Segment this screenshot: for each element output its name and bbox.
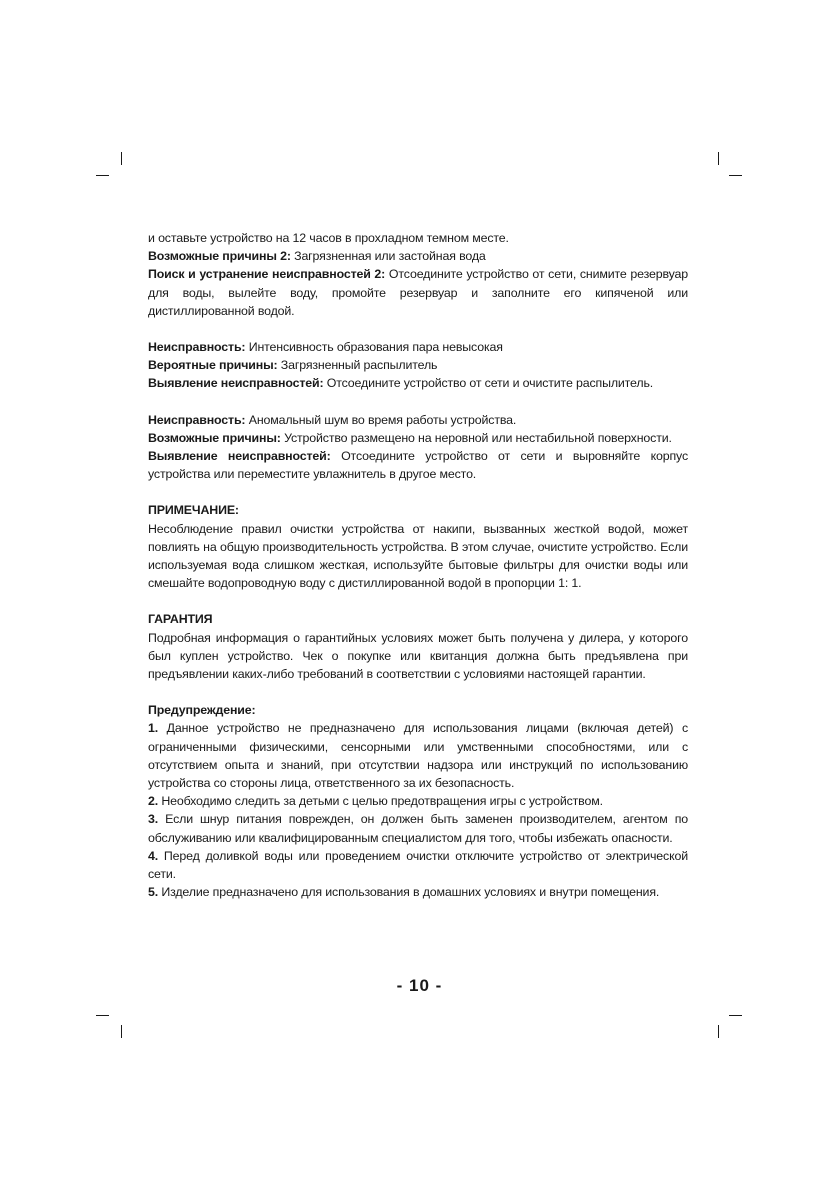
noise-fix-label: Выявление неисправностей: bbox=[148, 449, 331, 464]
warning-heading-text: Предупреждение: bbox=[148, 703, 256, 718]
steam-fix-label: Выявление неисправностей: bbox=[148, 376, 324, 391]
steam-causes-paragraph bbox=[148, 356, 688, 374]
intro-line: и оставьте устройство на 12 часов в прохладном темном месте. bbox=[148, 231, 509, 245]
steam-fix-text: Отсоедините устройство от сети и очистите распылитель. bbox=[323, 376, 654, 391]
warning-item-number: 1. bbox=[148, 721, 159, 736]
noise-causes-text: Устройство размещено на неровной или нестабильной поверхности. bbox=[280, 430, 672, 445]
warning-item-5 bbox=[148, 883, 688, 901]
spacer bbox=[148, 592, 688, 610]
crop-mark-top-left-vertical bbox=[121, 152, 122, 165]
crop-mark-bottom-left-horizontal bbox=[96, 1015, 109, 1016]
warning-item-number: 5. bbox=[148, 885, 159, 900]
crop-mark-bottom-right-vertical bbox=[718, 1025, 719, 1038]
steam-fault-text: Интенсивность образования пара невысокая bbox=[245, 340, 503, 355]
steam-causes-label: Вероятные причины: bbox=[148, 358, 278, 373]
warranty-heading-text: ГАРАНТИЯ bbox=[148, 612, 213, 627]
spacer bbox=[148, 320, 688, 338]
crop-mark-top-left-horizontal bbox=[96, 175, 109, 176]
page-number: - 10 - bbox=[396, 976, 443, 995]
fix-2-text: Отсоедините устройство от сети, снимите резервуар для воды, вылейте воду, промойте резервуар и заполните его кипяченой или дистиллированной водой. bbox=[148, 267, 689, 318]
spacer bbox=[148, 683, 688, 701]
noise-fix-paragraph bbox=[148, 447, 688, 483]
fix-2-paragraph bbox=[148, 265, 688, 320]
warning-heading bbox=[148, 701, 688, 719]
warranty-heading bbox=[148, 610, 688, 628]
steam-fault-paragraph bbox=[148, 338, 688, 356]
warning-item-text: Перед доливкой воды или проведением очистки отключите устройство от электрической сети. bbox=[148, 848, 688, 882]
warning-item-text: Если шнур питания поврежден, он должен быть заменен производителем, агентом по обслуживанию или квалифицированным специалистом для того, чтобы избежать опасности. bbox=[148, 812, 688, 845]
note-text: Несоблюдение правил очистки устройства от накипи, вызванных жесткой водой, может повлиять на общую производительность устройства. В этом случае, очистите устройство. Если используемая вода слишком жесткая, используйте бытовые фильтры для очистки воды или смешайте водопроводную воду с дистиллированной водой в пропорции 1: 1. bbox=[148, 521, 688, 591]
spacer bbox=[148, 483, 688, 501]
noise-fault-paragraph bbox=[148, 411, 688, 429]
steam-causes-text: Загрязненный распылитель bbox=[277, 358, 438, 373]
note-heading bbox=[148, 501, 688, 519]
warning-item-text: Данное устройство не предназначено для использования лицами (включая детей) с ограниченными физическими, сенсорными или умственными способностями, или с отсутствием опыта и знаний, при отсутствии надзора или инструкций по использованию устройства со стороны лица, ответственного за их безопасность. bbox=[148, 721, 688, 791]
warning-item-3 bbox=[148, 810, 688, 846]
warning-item-2 bbox=[148, 792, 688, 810]
note-heading-text: ПРИМЕЧАНИЕ: bbox=[148, 503, 239, 518]
crop-mark-top-right-vertical bbox=[718, 152, 719, 165]
noise-fault-label: Неисправность: bbox=[148, 412, 246, 427]
noise-causes-paragraph bbox=[148, 429, 688, 447]
steam-fault-label: Неисправность: bbox=[148, 340, 246, 355]
warning-item-number: 3. bbox=[148, 812, 159, 827]
warning-item-number: 2. bbox=[148, 794, 159, 809]
warranty-text: Подробная информация о гарантийных условиях может быть получена у дилера, у которого был куплен устройство. Чек о покупке или квитанция должна быть предъявлена при предъявлении каких-либо требований в соответствии с условиями настоящей гарантии. bbox=[148, 630, 688, 682]
spacer bbox=[148, 393, 688, 411]
noise-causes-label: Возможные причины: bbox=[148, 430, 281, 445]
warning-item-1 bbox=[148, 719, 688, 792]
warning-item-number: 4. bbox=[148, 848, 159, 863]
warning-item-text: Необходимо следить за детьми с целью предотвращения игры с устройством. bbox=[158, 794, 603, 809]
noise-fault-text: Аномальный шум во время работы устройства. bbox=[245, 412, 517, 427]
causes-2-paragraph bbox=[148, 247, 688, 265]
crop-mark-bottom-left-vertical bbox=[121, 1025, 122, 1038]
noise-fix-text: Отсоедините устройство от сети и выровняйте корпус устройства или переместите увлажнитель в другое место. bbox=[148, 449, 688, 482]
crop-mark-bottom-right-horizontal bbox=[729, 1015, 742, 1016]
fix-2-label: Поиск и устранение неисправностей 2: bbox=[148, 267, 386, 282]
warning-item-text: Изделие предназначено для использования в домашних условиях и внутри помещения. bbox=[158, 885, 660, 900]
crop-mark-top-right-horizontal bbox=[729, 175, 742, 176]
causes-2-text: Загрязненная или застойная вода bbox=[290, 249, 486, 264]
causes-2-label: Возможные причины 2: bbox=[148, 249, 291, 264]
steam-fix-paragraph bbox=[148, 374, 688, 392]
manual-page-content bbox=[148, 229, 688, 902]
warning-item-4 bbox=[148, 847, 688, 883]
